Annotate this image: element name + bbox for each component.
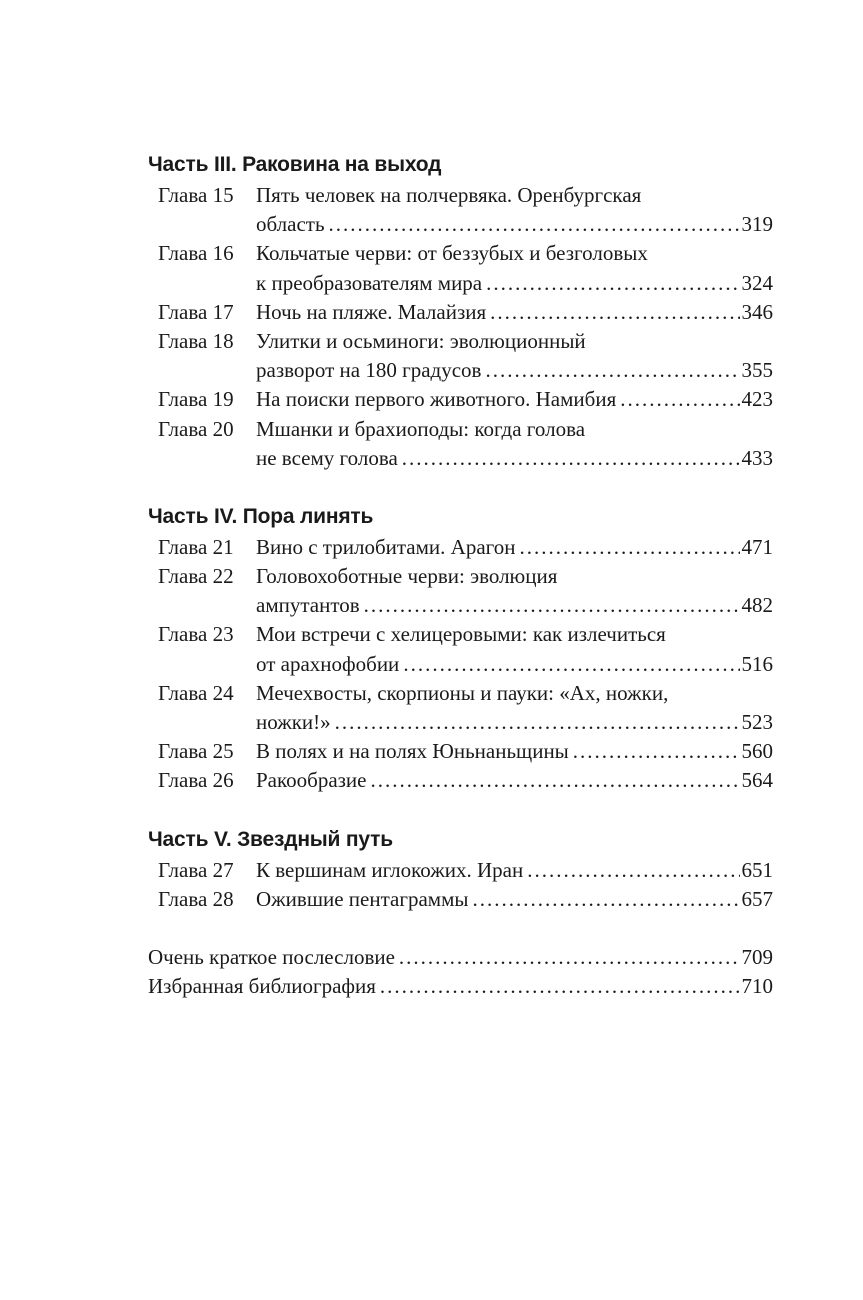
page-number: 657 — [741, 886, 773, 911]
chapter-title-line: Головохоботные черви: эволюция — [256, 564, 558, 589]
chapter-label: Глава 16 — [158, 241, 234, 266]
dot-leader — [329, 210, 740, 239]
chapter-title: разворот на 180 градусов — [256, 358, 482, 383]
toc-entry-chapter-22[interactable] — [148, 562, 773, 620]
dot-leader — [399, 943, 740, 972]
chapter-label: Глава 28 — [158, 886, 234, 911]
dot-leader — [364, 591, 740, 620]
page-number: 319 — [741, 212, 773, 237]
toc-entry-chapter-26[interactable] — [148, 766, 773, 795]
chapter-title-line: Пять человек на полчервяка. Оренбургская — [256, 183, 642, 207]
toc-entry-chapter-24[interactable] — [148, 679, 773, 737]
chapter-label: Глава 21 — [158, 534, 234, 559]
toc-entry-chapter-16[interactable] — [148, 239, 773, 297]
toc-entry-chapter-23[interactable] — [148, 620, 773, 678]
chapter-title-line: Мшанки и брахиоподы: когда голова — [256, 416, 586, 441]
chapter-title: К вершинам иглокожих. Иран — [256, 857, 524, 882]
toc-entry-chapter-25[interactable] — [148, 737, 773, 766]
chapter-title: Ожившие пентаграммы — [256, 886, 469, 911]
page-number: 482 — [741, 593, 773, 618]
dot-leader — [402, 444, 740, 473]
chapter-label: Глава 18 — [158, 328, 234, 353]
page-number: 564 — [741, 768, 773, 793]
chapter-title: не всему голова — [256, 445, 398, 470]
chapter-label: Глава 20 — [158, 416, 234, 441]
toc-entry-chapter-27[interactable] — [148, 856, 773, 885]
entry-title: Избранная библиография — [148, 974, 376, 999]
dot-leader — [573, 737, 740, 766]
toc-entry-bibliography[interactable] — [148, 972, 773, 1001]
table-of-contents — [148, 150, 773, 1001]
part-v — [148, 825, 773, 914]
dot-leader — [620, 385, 739, 414]
chapter-label: Глава 26 — [158, 768, 234, 793]
dot-leader — [527, 856, 739, 885]
page-number: 324 — [741, 270, 773, 295]
dot-leader — [490, 298, 739, 327]
toc-entry-chapter-15[interactable] — [148, 181, 773, 239]
toc-entry-chapter-21[interactable] — [148, 533, 773, 562]
toc-entry-chapter-17[interactable] — [148, 298, 773, 327]
dot-leader — [380, 972, 740, 1001]
part-title: Часть III. Раковина на выход — [148, 153, 442, 176]
page-number: 423 — [741, 387, 773, 412]
part-iii — [148, 150, 773, 473]
page-number: 471 — [741, 534, 773, 559]
dot-leader — [519, 533, 739, 562]
part-iv — [148, 502, 773, 796]
toc-entry-chapter-19[interactable] — [148, 385, 773, 414]
toc-entry-chapter-28[interactable] — [148, 885, 773, 914]
chapter-title: В полях и на полях Юньнаньщины — [256, 739, 569, 764]
page-number: 560 — [741, 739, 773, 764]
chapter-label: Глава 23 — [158, 622, 234, 647]
chapter-title: ножки!» — [256, 710, 331, 734]
chapter-title-line: Улитки и осьминоги: эволюционный — [256, 328, 586, 353]
dot-leader — [485, 356, 739, 385]
back-matter — [148, 943, 773, 1001]
chapter-title: к преобразователям мира — [256, 270, 483, 295]
chapter-title: На поиски первого животного. Намибия — [256, 387, 617, 412]
chapter-title: Ночь на пляже. Малайзия — [256, 299, 487, 324]
chapter-label: Глава 19 — [158, 387, 234, 412]
chapter-title-line: Мои встречи с хелицеровыми: как излечиться — [256, 622, 666, 647]
chapter-title: Ракообразие — [256, 768, 367, 793]
chapter-title-line: Кольчатые черви: от беззубых и безголовых — [256, 241, 648, 266]
chapter-label: Глава 17 — [158, 299, 234, 324]
chapter-label: Глава 25 — [158, 739, 234, 764]
dot-leader — [486, 269, 739, 298]
chapter-title: ампутантов — [256, 593, 360, 618]
page-number: 651 — [741, 857, 773, 882]
part-title: Часть IV. Пора линять — [148, 504, 374, 528]
entry-title: Очень краткое послесловие — [148, 944, 395, 969]
chapter-label: Глава 24 — [158, 680, 234, 705]
chapter-label: Глава 15 — [158, 183, 234, 207]
dot-leader — [335, 708, 740, 737]
page-number: 710 — [741, 974, 773, 999]
toc-entry-chapter-20[interactable] — [148, 415, 773, 473]
chapter-title: Вино с трилобитами. Арагон — [256, 534, 516, 559]
dot-leader — [403, 650, 739, 679]
chapter-label: Глава 22 — [158, 564, 234, 589]
dot-leader — [472, 885, 739, 914]
toc-entry-chapter-18[interactable] — [148, 327, 773, 385]
page-number: 346 — [741, 299, 773, 324]
page-number: 709 — [741, 944, 773, 969]
chapter-label: Глава 27 — [158, 857, 234, 882]
toc-entry-afterword[interactable] — [148, 943, 773, 972]
chapter-title-line: Мечехвосты, скорпионы и пауки: «Ах, ножки, — [256, 680, 669, 705]
page-number: 516 — [741, 651, 773, 676]
chapter-title: область — [256, 212, 325, 237]
page-number: 355 — [741, 358, 773, 383]
part-title: Часть V. Звездный путь — [148, 827, 393, 851]
dot-leader — [371, 766, 740, 795]
page-number: 433 — [741, 445, 773, 470]
page-number: 523 — [741, 710, 773, 734]
chapter-title: от арахнофобии — [256, 651, 400, 676]
